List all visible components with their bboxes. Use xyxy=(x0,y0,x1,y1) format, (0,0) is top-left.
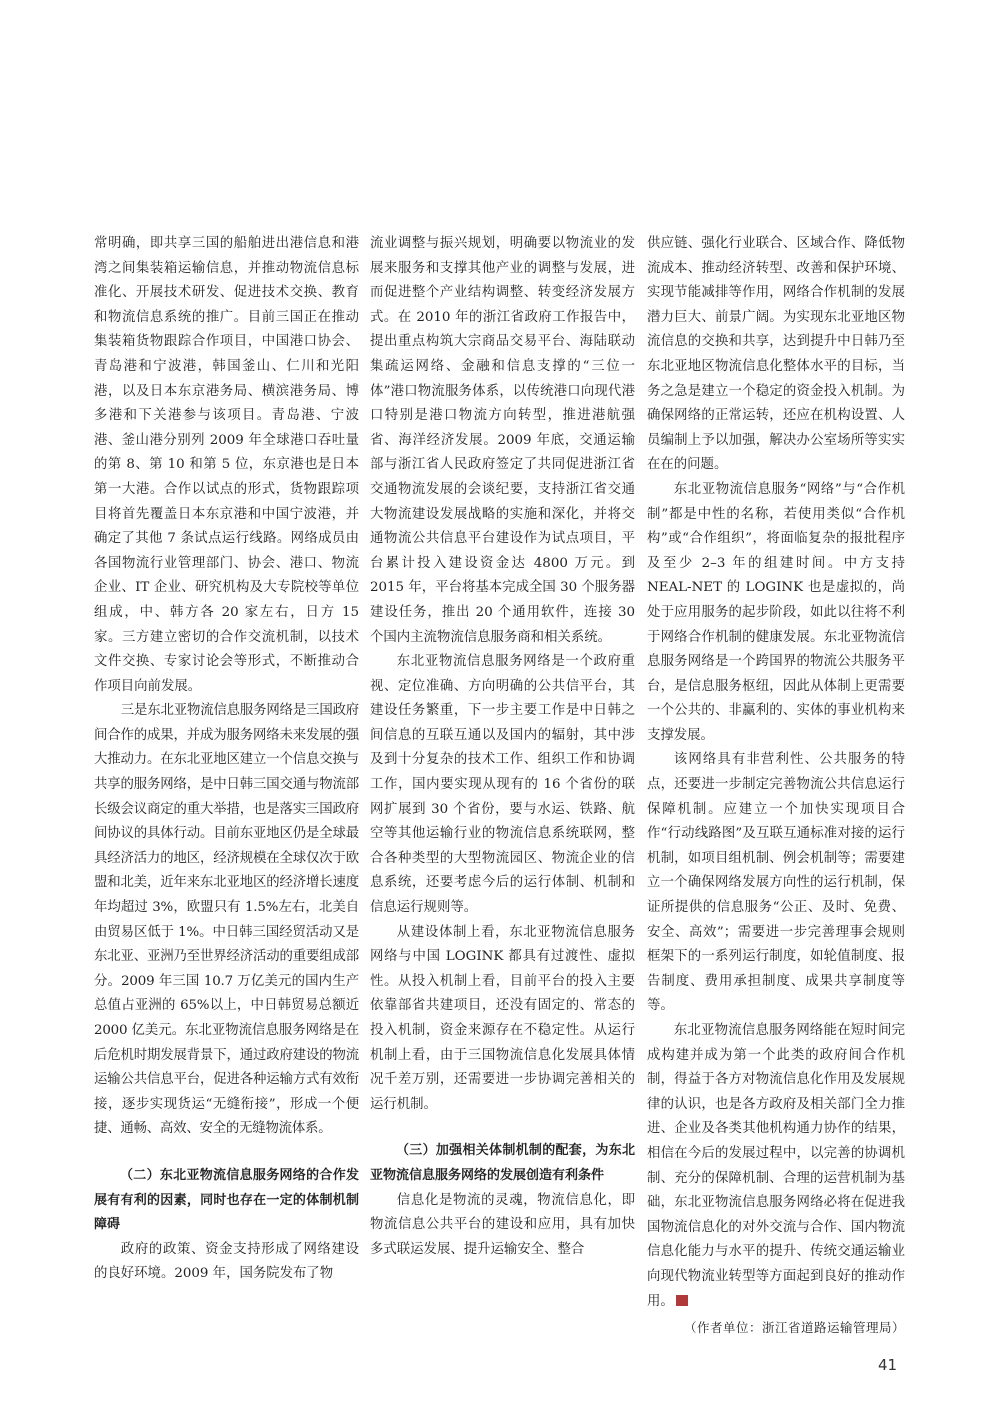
paragraph-text: 东北亚物流信息服务网络能在短时间完成构建并成为第一个此类的政府间合作机制，得益于各方对物流信息化作用及发展规律的认识，也是各方政府及相关部门全力推进、企业及各类其他机构通力协作的结果，相信在今后的发展过程中，以完善的协调机制、充分的保障机制、合理的运营机制为基础，东北亚物流信息服务网络必将在促进我国物流信息化的对外交流与合作、国内物流信息化能力与水平的提升、传统交通运输业向现代物流业转型等方面起到良好的推动作用。 xyxy=(647,1023,905,1309)
section-spacer xyxy=(94,1142,359,1164)
final-paragraph xyxy=(647,1019,905,1314)
paragraph: 三是东北亚物流信息服务网络是三国政府间合作的成果，并成为服务网络未来发展的强大推动力。在东北亚地区建立一个信息交换与共享的服务网络，是中日韩三国交通与物流部长级会议商定的重大举措，也是落实三国政府间协议的具体行动。目前东亚地区仍是全球最具经济活力的地区，经济规模在全球仅次于欧盟和北美，近年来东北亚地区的经济增长速度年均超过 3%，欧盟只有 1.5%左右，北美自由贸易区低于 1%。中日韩三国经贸活动又是东北亚、亚洲乃至世界经济活动的重要组成部分。2009 年三国 10.7 万亿美元的国内生产总值占亚洲的 65%以上，中日韩贸易总额近 2000 亿美元。东北亚物流信息服务网络是在后危机时期发展背景下，通过政府建设的物流运输公共信息平台，促进各种运输方式有效衔接，逐步实现货运“无缝衔接”，形成一个便捷、通畅、高效、安全的无缝物流体系。 xyxy=(94,703,359,1137)
paragraph: 供应链、强化行业联合、区域合作、降低物流成本、推动经济转型、改善和保护环境、实现节能减排等作用，网络合作机制的发展潜力巨大、前景广阔。为实现东北亚地区物流信息的交换和共享，达到提升中日韩乃至东北亚地区物流信息化整体水平的目标，当务之急是建立一个稳定的资金投入机制。为确保网络的正常运转，还应在机构设置、人员编制上予以加强，解决办公室场所等实实在在的问题。 xyxy=(647,236,905,473)
end-mark-icon xyxy=(676,1295,688,1306)
section-heading: （二）东北亚物流信息服务网络的合作发展有有利的因素，同时也存在一定的体制机制障碍 xyxy=(94,1167,359,1233)
paragraph: 流业调整与振兴规划，明确要以物流业的发展来服务和支撑其他产业的调整与发展，进而促进整个产业结构调整、转变经济发展方式。在 2010 年的浙江省政府工作报告中，提出重点构筑大宗商品交易平台、海陆联动集疏运网络、金融和信息支撑的“三位一体”港口物流服务体系，以传统港口向现代港口特别是港口物流方向转型，推进港航强省、海洋经济发展。2009 年底，交通运输部与浙江省人民政府签定了共同促进浙江省交通物流发展的会谈纪要，支持浙江省交通大物流建设发展战略的实施和深化，并将交通物流公共信息平台建设作为试点项目，平台累计投入建设资金达 4800 万元。到 2015 年，平台将基本完成全国 30 个服务器建设任务，推出 20 个通用软件，连接 30 个国内主流物流信息服务商和相关系统。 xyxy=(370,236,635,645)
column-right xyxy=(647,232,905,1341)
page-number: 41 xyxy=(878,1356,898,1374)
paragraph: 东北亚物流信息服务网络是一个政府重视、定位准确、方向明确的公共信平台，其建设任务繁重，下一步主要工作是中日韩之间信息的互联互通以及国内的辐射，其中涉及到十分复杂的技术工作、组织工作和协调工作，国内要实现从现有的 16 个省份的联网扩展到 30 个省份，要与水运、铁路、航空等其他运输行业的物流信息系统联网，整合各种类型的大型物流园区、物流企业的信息系统，还要考虑今后的运行体制、机制和信息运行规则等。 xyxy=(370,654,635,916)
paragraph: 从建设体制上看，东北亚物流信息服务网络与中国 LOGINK 都具有过渡性、虚拟性。从投入机制上看，目前平台的投入主要依靠部省共建项目，还没有固定的、常态的投入机制，资金来源存在不稳定性。从运行机制上看，由于三国物流信息化发展具体情况千差万别，还需要进一步协调完善相关的运行机制。 xyxy=(370,924,635,1112)
paragraph: 该网络具有非营利性、公共服务的特点，还要进一步制定完善物流公共信息运行保障机制。应建立一个加快实现项目合作“行动线路图”及互联互通标准对接的运行机制，如项目组机制、例会机制等；需要建立一个确保网络发展方向性的运行机制，保证所提供的信息服务“公正、及时、免费、安全、高效”；需要进一步完善理事会规则框架下的一系列运行制度，如轮值制度、报告制度、费用承担制度、成果共享制度等等。 xyxy=(647,752,905,1014)
paragraph: 东北亚物流信息服务“网络”与“合作机制”都是中性的名称，若使用类似“合作机构”或“合作组织”，将面临复杂的报批程序及至少 2–3 年的组建时间。中方支持 NEAL-NET 的 LOGINK 也是虚拟的，尚处于应用服务的起步阶段，如此以往将不利于网络合作机制的健康发展。东北亚物流信息服务网络是一个跨国界的物流公共服务平台，是信息服务枢纽，因此从体制上更需要一个公共的、非赢利的、实体的事业机构来支撑发展。 xyxy=(647,481,905,743)
column-left xyxy=(94,232,359,1287)
section-heading: （三）加强相关体制机制的配套，为东北亚物流信息服务网络的发展创造有利条件 xyxy=(370,1143,635,1183)
column-middle xyxy=(370,232,635,1262)
paragraph: 政府的政策、资金支持形成了网络建设的良好环境。2009 年，国务院发布了物 xyxy=(94,1241,359,1282)
paragraph: 信息化是物流的灵魂，物流信息化，即物流信息公共平台的建设和应用，具有加快多式联运发展、提升运输安全、整合 xyxy=(370,1192,635,1257)
section-spacer xyxy=(370,1117,635,1139)
paragraph: 常明确，即共享三国的船舶进出港信息和港湾之间集装箱运输信息，并推动物流信息标准化、开展技术研发、促进技术交换、教育和物流信息系统的推广。目前三国正在推动集装箱货物跟踪合作项目，中国港口协会、青岛港和宁波港，韩国釜山、仁川和光阳港，以及日本东京港务局、横滨港务局、博多港和下关港参与该项目。青岛港、宁波港、釜山港分别列 2009 年全球港口吞吐量的第 8、第 10 和第 5 位，东京港也是日本第一大港。合作以试点的形式，货物跟踪项目将首先覆盖日本东京港和中国宁波港，并确定了其他 7 条试点运行线路。网络成员由各国物流行业管理部门、协会、港口、物流企业、IT 企业、研究机构及大专院校等单位组成，中、韩方各 20 家左右，日方 15 家。三方建立密切的合作交流机制，以技术文件交换、专家讨论会等形式，不断推动合作项目向前发展。 xyxy=(94,236,359,694)
author-affiliation: （作者单位：浙江省道路运输管理局） xyxy=(683,1320,905,1336)
